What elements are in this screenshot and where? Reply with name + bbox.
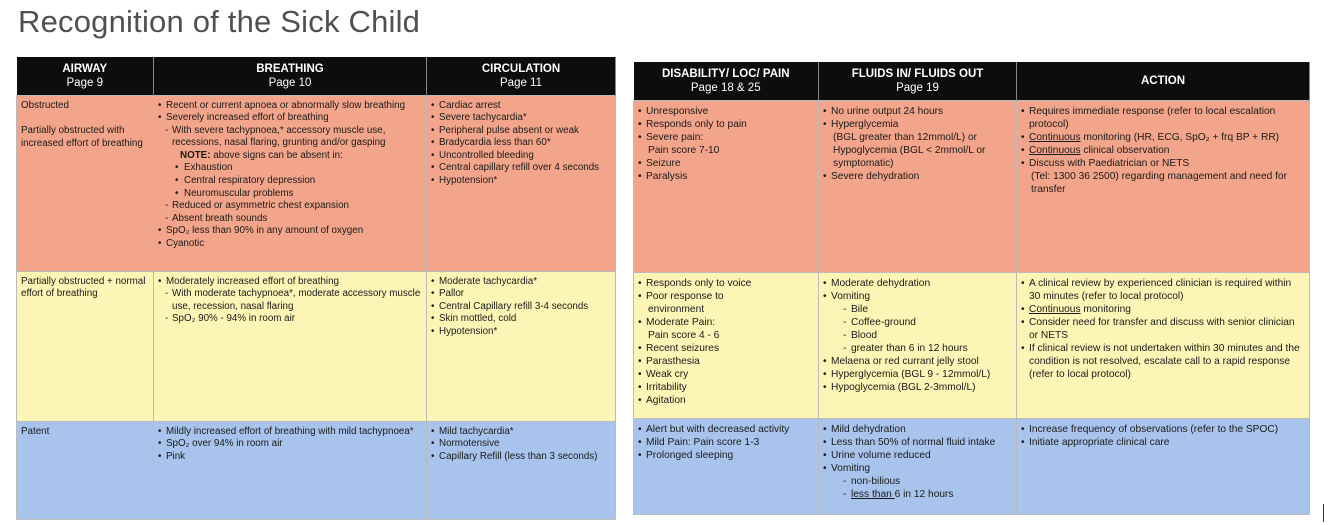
header-breathing: BREATHING Page 10 [154,57,427,95]
header-disability: DISABILITY/ LOC/ PAIN Page 18 & 25 [634,62,819,100]
airway-blue-cell: Patent [17,421,154,519]
left-assessment-table [16,57,616,520]
yellow-row [634,272,1310,418]
disability-blue-cell: • Alert but with decreased activity • Mild Pain: Pain score 1-3 • Prolonged sleeping [634,418,819,514]
action-blue-cell: • Increase frequency of observations (refer to the SPOC) • Initiate appropriate clinical care [1017,418,1310,514]
circulation-yellow-cell: • Moderate tachycardia* • Pallor • Central Capillary refill 3-4 seconds • Skin mottled, cold • Hypotension* [427,271,616,421]
red-row [634,100,1310,272]
action-red-cell: • Requires immediate response (refer to local escalation protocol) • Continuous monitoring (HR, ECG, SpO₂ + frq BP + RR) • Continuous clinical observation • Discuss with Paediatrician or NETS (Tel: 1300 36 2500) regarding management and need for transfer [1017,100,1310,272]
disability-red-cell: • Unresponsive • Responds only to pain • Severe pain: Pain score 7-10 • Seizure • Paralysis [634,100,819,272]
header-fluids: FLUIDS IN/ FLUIDS OUT Page 19 [819,62,1017,100]
fluids-blue-cell: • Mild dehydration • Less than 50% of normal fluid intake • Urine volume reduced • Vomiting - non-bilious - less than 6 in 12 hours [819,418,1017,514]
blue-row [17,421,616,519]
header-airway: AIRWAY Page 9 [17,57,154,95]
blue-row [634,418,1310,514]
airway-yellow-cell: Partially obstructed + normal effort of breathing [17,271,154,421]
circulation-blue-cell: • Mild tachycardia* • Normotensive • Capillary Refill (less than 3 seconds) [427,421,616,519]
disability-yellow-cell: • Responds only to voice • Poor response to environment • Moderate Pain: Pain score 4 - 6 • Recent seizures • Parasthesia • Weak cry • Irritability • Agitation [634,272,819,418]
cursor-mark [1323,504,1324,522]
page-title: Recognition of the Sick Child [18,4,421,39]
circulation-red-cell: • Cardiac arrest • Severe tachycardia* • Peripheral pulse absent or weak • Bradycardia less than 60* • Uncontrolled bleeding • Central capillary refill over 4 seconds • Hypotension* [427,95,616,271]
breathing-blue-cell: • Mildly increased effort of breathing with mild tachypnoea* • SpO₂ over 94% in room air • Pink [154,421,427,519]
breathing-yellow-cell: • Moderately increased effort of breathing - With moderate tachypnoea*, moderate accessory muscle use, recession, nasal flaring - SpO₂ 90% - 94% in room air [154,271,427,421]
right-assessment-table [633,62,1310,515]
header-circulation: CIRCULATION Page 11 [427,57,616,95]
fluids-red-cell: • No urine output 24 hours • Hyperglycemia (BGL greater than 12mmol/L) or Hypoglycemia (BGL < 2mmol/L or symptomatic) • Severe dehydration [819,100,1017,272]
breathing-red-cell: • Recent or current apnoea or abnormally slow breathing • Severely increased effort of breathing - With severe tachypnoea,* accessory muscle use, recessions, nasal flaring, grunting and/or gasping NOTE: above signs can be absent in: • Exhaustion • Central respiratory depression • Neuromuscular problems - Reduced or asymmetric chest expansion - Absent breath sounds • SpO₂ less than 90% in any amount of oxygen • Cyanotic [154,95,427,271]
yellow-row [17,271,616,421]
header-action: ACTION [1017,62,1310,100]
fluids-yellow-cell: • Moderate dehydration • Vomiting - Bile - Coffee-ground - Blood - greater than 6 in 12 hours • Melaena or red currant jelly stool • Hyperglycemia (BGL 9 - 12mmol/L) • Hypoglycemia (BGL 2-3mmol/L) [819,272,1017,418]
airway-red-cell: Obstructed Partially obstructed with increased effort of breathing [17,95,154,271]
red-row [17,95,616,271]
action-yellow-cell: • A clinical review by experienced clinician is required within 30 minutes (refer to local protocol) • Continuous monitoring • Consider need for transfer and discuss with senior clinician or NETS • If clinical review is not undertaken within 30 minutes and the condition is not resolved, escalate call to a rapid response (refer to local protocol) [1017,272,1310,418]
